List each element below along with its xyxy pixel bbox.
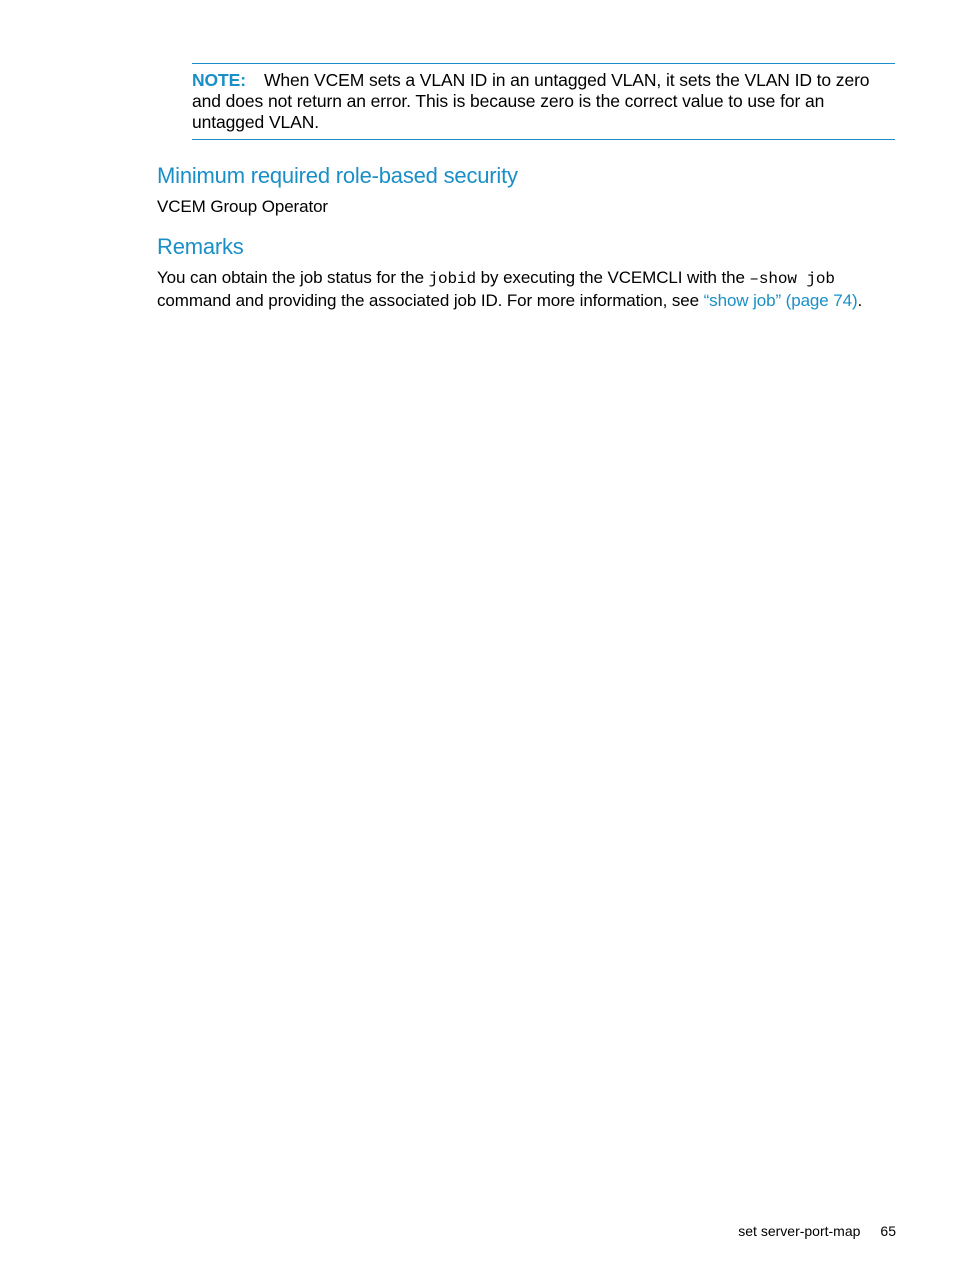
remarks-text-3: command and providing the associated job ID. For more information, see bbox=[157, 291, 704, 310]
note-box bbox=[192, 63, 895, 140]
security-role-text: VCEM Group Operator bbox=[157, 197, 328, 216]
remarks-text-2: by executing the VCEMCLI with the bbox=[476, 268, 750, 287]
code-show-job: –show job bbox=[749, 270, 835, 288]
page-footer bbox=[738, 1222, 896, 1240]
show-job-link[interactable]: “show job” (page 74) bbox=[703, 291, 858, 310]
note-text: When VCEM sets a VLAN ID in an untagged VLAN, it sets the VLAN ID to zero and does not return an error. This is because zero is the correct value to use for an untagged VLAN. bbox=[192, 70, 870, 132]
page-number: 65 bbox=[880, 1223, 896, 1239]
remarks-text-1: You can obtain the job status for the bbox=[157, 268, 429, 287]
footer-section-name: set server-port-map bbox=[738, 1223, 861, 1239]
note-label: NOTE: bbox=[192, 70, 246, 90]
remarks-text-4: . bbox=[857, 291, 863, 310]
code-jobid: jobid bbox=[428, 270, 477, 288]
heading-remarks: Remarks bbox=[157, 234, 244, 259]
heading-security: Minimum required role-based security bbox=[157, 163, 518, 188]
remarks-paragraph bbox=[157, 267, 897, 311]
